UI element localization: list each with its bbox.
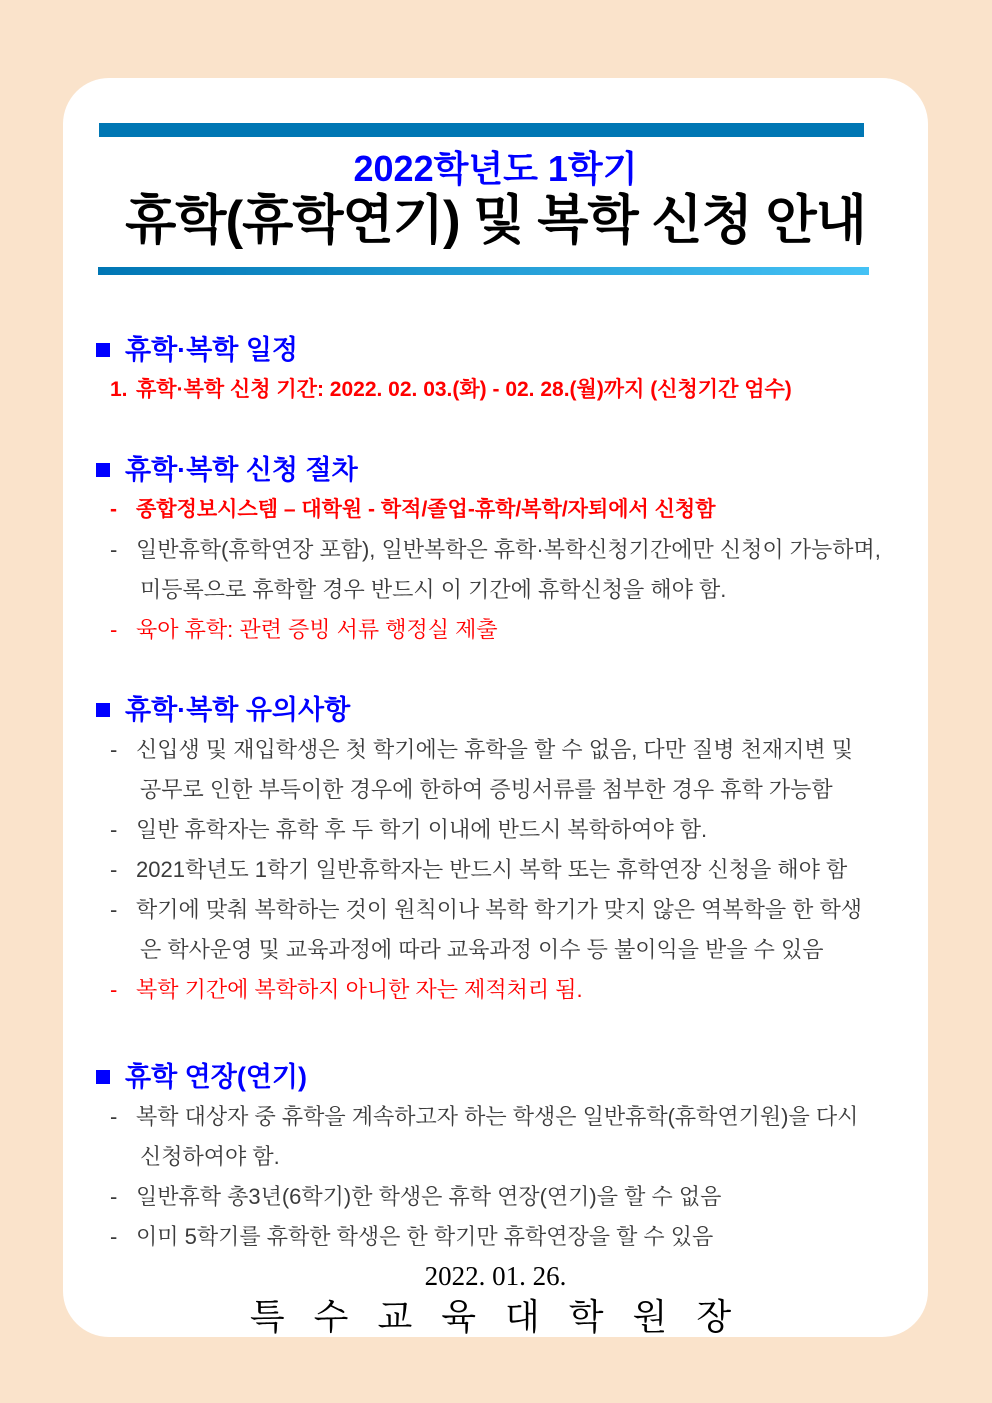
notice-card xyxy=(63,78,928,1337)
item-text: 복학 기간에 복학하지 아니한 자는 제적처리 됨. xyxy=(136,977,583,1002)
item-text: 종합정보시스템 – 대학원 - 학적/졸업-휴학/복학/자퇴에서 신청함 xyxy=(136,498,716,521)
item-text: 신입생 및 재입학생은 첫 학기에는 휴학을 할 수 없음, 다만 질병 천재지변 및 xyxy=(136,737,854,762)
item-line xyxy=(96,770,900,810)
item-line xyxy=(96,530,900,570)
item-line xyxy=(96,570,900,610)
footer xyxy=(63,1259,928,1339)
section-heading-label: 휴학·복학 신청 절차 xyxy=(125,455,358,485)
item-text: 일반 휴학자는 휴학 후 두 학기 이내에 반드시 복학하여야 함. xyxy=(136,817,708,842)
section-bullet-inner xyxy=(99,1073,107,1081)
section-heading xyxy=(96,1057,900,1097)
section-heading-label: 휴학·복학 일정 xyxy=(125,335,298,365)
item-text: 공무로 인한 부득이한 경우에 한하여 증빙서류를 첨부한 경우 휴학 가능함 xyxy=(140,777,833,802)
item-text: 신청하여야 함. xyxy=(140,1144,280,1169)
section-bullet-inner xyxy=(99,706,107,714)
section-block xyxy=(96,1057,900,1257)
item-marker: - xyxy=(110,498,117,521)
item-marker: - xyxy=(110,1104,118,1129)
notice-item xyxy=(96,1097,900,1177)
notice-item xyxy=(96,370,900,410)
footer-signature: 특 수 교 육 대 학 원 장 xyxy=(249,1297,742,1337)
header-gradient-bar xyxy=(98,267,869,275)
section-bullet-icon xyxy=(96,463,110,477)
item-line xyxy=(96,610,900,650)
footer-date: 2022. 01. 26. xyxy=(424,1261,567,1291)
item-text: 복학 대상자 중 휴학을 계속하고자 하는 학생은 일반휴학(휴학연기원)을 다시 xyxy=(136,1104,859,1129)
notice-subtitle: 2022학년도 1학기 xyxy=(353,148,638,189)
section-bullet-icon xyxy=(96,343,110,357)
item-text: 일반휴학 총3년(6학기)한 학생은 휴학 연장(연기)을 할 수 없음 xyxy=(136,1184,722,1209)
notice-item xyxy=(96,610,900,650)
item-line xyxy=(96,1097,900,1137)
item-line xyxy=(96,730,900,770)
header-top-bar xyxy=(99,123,864,137)
item-marker: - xyxy=(110,617,118,642)
item-line xyxy=(96,490,900,530)
item-line xyxy=(96,370,900,410)
section-heading xyxy=(96,450,900,490)
item-marker: - xyxy=(110,897,118,922)
notice-item xyxy=(96,1217,900,1257)
section-items xyxy=(96,1097,900,1257)
item-text: 미등록으로 휴학할 경우 반드시 이 기간에 휴학신청을 해야 함. xyxy=(140,577,727,602)
item-text: 일반휴학(휴학연장 포함), 일반복학은 휴학·복학신청기간에만 신청이 가능하며, xyxy=(136,537,881,562)
notice-item xyxy=(96,530,900,610)
notice-item xyxy=(96,810,900,850)
section-bullet-inner xyxy=(99,466,107,474)
item-marker: - xyxy=(110,817,118,842)
item-marker: - xyxy=(110,1184,118,1209)
item-line xyxy=(96,1217,900,1257)
section-heading-label: 휴학 연장(연기) xyxy=(125,1062,307,1092)
section-bullet-inner xyxy=(99,346,107,354)
notice-item xyxy=(96,890,900,970)
item-marker: - xyxy=(110,737,118,762)
notice-item xyxy=(96,850,900,890)
section-items xyxy=(96,490,900,650)
notice-item xyxy=(96,1177,900,1217)
section-block xyxy=(96,450,900,650)
item-marker: - xyxy=(110,537,118,562)
notice-item xyxy=(96,970,900,1010)
item-marker: - xyxy=(110,1224,118,1249)
section-items xyxy=(96,370,900,410)
item-line xyxy=(96,930,900,970)
section-heading-label: 휴학·복학 유의사항 xyxy=(125,695,351,725)
item-line xyxy=(96,850,900,890)
section-block xyxy=(96,690,900,1010)
item-marker: 1. xyxy=(110,378,128,401)
item-text: 육아 휴학: 관련 증빙 서류 행정실 제출 xyxy=(136,617,498,642)
section-heading xyxy=(96,690,900,730)
item-text: 은 학사운영 및 교육과정에 따라 교육과정 이수 등 불이익을 받을 수 있음 xyxy=(140,937,824,962)
item-text: 2021학년도 1학기 일반휴학자는 반드시 복학 또는 휴학연장 신청을 해야 함 xyxy=(136,857,848,882)
notice-item xyxy=(96,490,900,530)
sections-container xyxy=(63,330,928,1257)
item-line xyxy=(96,810,900,850)
item-line xyxy=(96,1177,900,1217)
section-block xyxy=(96,330,900,410)
section-bullet-icon xyxy=(96,703,110,717)
item-text: 이미 5학기를 휴학한 학생은 한 학기만 휴학연장을 할 수 있음 xyxy=(136,1224,714,1249)
section-heading xyxy=(96,330,900,370)
item-marker: - xyxy=(110,977,118,1002)
item-marker: - xyxy=(110,857,118,882)
item-text: 학기에 맞춰 복학하는 것이 원칙이나 복학 학기가 맞지 않은 역복학을 한 학생 xyxy=(136,897,863,922)
notice-title: 휴학(휴학연기) 및 복학 신청 안내 xyxy=(125,191,866,250)
item-line xyxy=(96,890,900,930)
section-bullet-icon xyxy=(96,1070,110,1084)
notice-item xyxy=(96,730,900,810)
section-items xyxy=(96,730,900,1010)
item-text: 휴학·복학 신청 기간: 2022. 02. 03.(화) - 02. 28.(월)까지 (신청기간 엄수) xyxy=(136,378,792,401)
item-line xyxy=(96,970,900,1010)
item-line xyxy=(96,1137,900,1177)
